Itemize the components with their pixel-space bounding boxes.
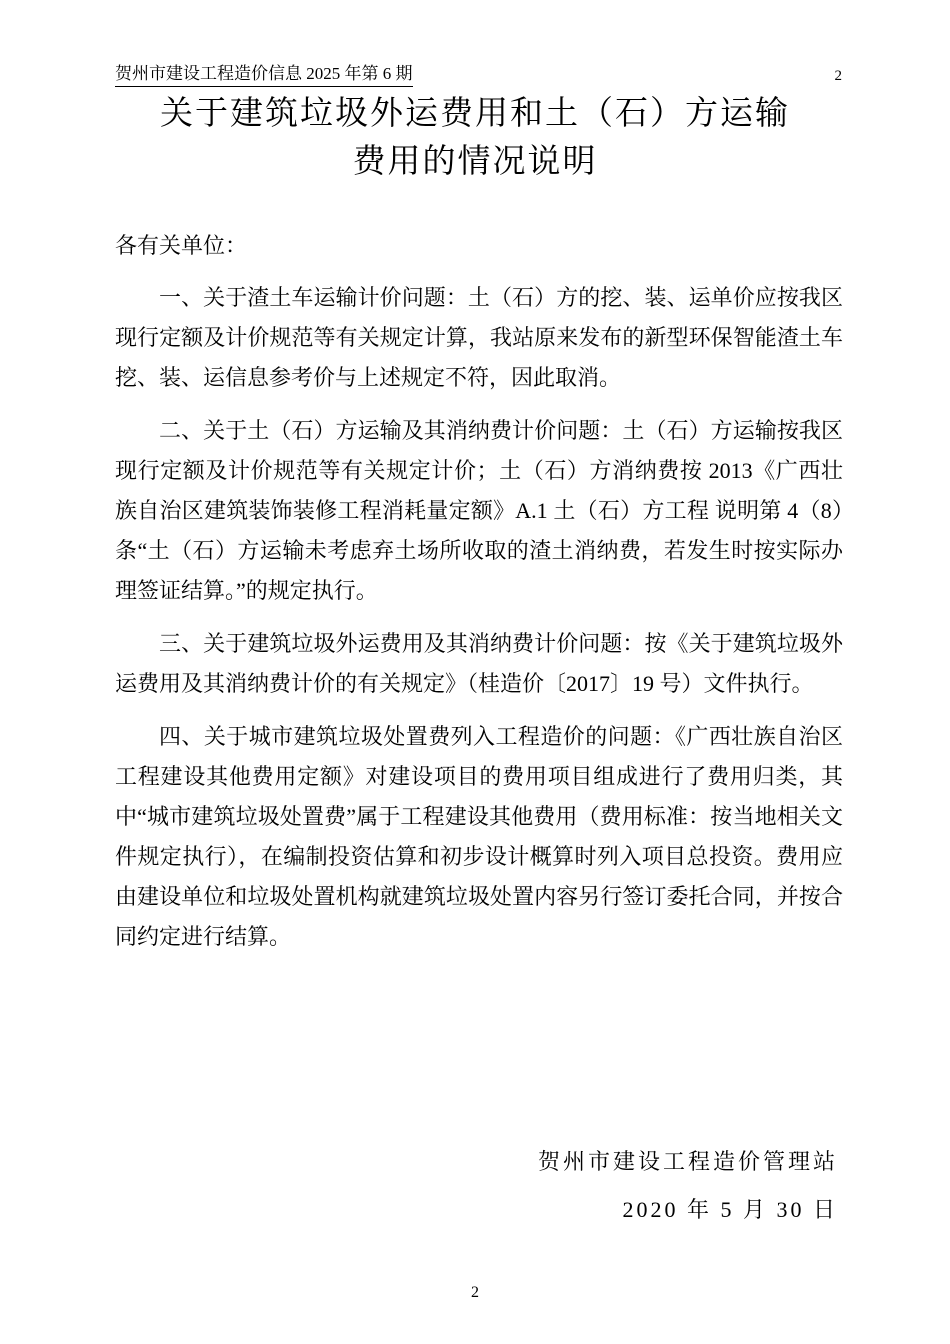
header-page-number: 2 (834, 68, 842, 84)
salutation: 各有关单位： (115, 233, 248, 258)
document-title (0, 90, 950, 186)
body-paragraph: 一、关于渣土车运输计价问题：土（石）方的挖、装、运单价应按我区现行定额及计价规范等有关规定计算，我站原来发布的新型环保智能渣土车挖、装、运信息参考价与上述规定不符，因此取消。 (115, 285, 843, 390)
journal-title: 贺州市建设工程造价信息 2025 年第 6 期 (115, 63, 413, 87)
document-title-line2: 费用的情况说明 (352, 144, 598, 180)
signature-date: 2020 年 5 月 30 日 (622, 1197, 838, 1222)
document-title-line1: 关于建筑垃圾外运费用和土（石）方运输 (160, 96, 790, 132)
body-paragraphs (115, 278, 843, 957)
signature-block (538, 1138, 838, 1234)
document-body (115, 226, 843, 970)
body-paragraph: 三、关于建筑垃圾外运费用及其消纳费计价问题：按《关于建筑垃圾外运费用及其消纳费计价的有关规定》（桂造价〔2017〕19 号）文件执行。 (115, 631, 843, 696)
body-paragraph: 四、关于城市建筑垃圾处置费列入工程造价的问题：《广西壮族自治区工程建设其他费用定额》对建设项目的费用项目组成进行了费用归类，其中“城市建筑垃圾处置费”属于工程建设其他费用（费用标准：按当地相关文件规定执行），在编制投资估算和初步设计概算时列入项目总投资。费用应由建设单位和垃圾处置机构就建筑垃圾处置内容另行签订委托合同，并按合同约定进行结算。 (115, 724, 843, 949)
signature-org: 贺州市建设工程造价管理站 (537, 1149, 838, 1174)
footer-page-number: 2 (471, 1284, 479, 1301)
page-header (115, 63, 842, 87)
page-footer (0, 1284, 950, 1302)
body-paragraph: 二、关于土（石）方运输及其消纳费计价问题：土（石）方运输按我区现行定额及计价规范等有关规定计价；土（石）方消纳费按 2013《广西壮族自治区建筑装饰装修工程消耗量定额》A.1 土（石）方工程 说明第 4（8）条“土（石）方运输未考虑弃土场所收取的渣土消纳费，若发生时按实际办理签证结算。”的规定执行。 (115, 418, 843, 603)
